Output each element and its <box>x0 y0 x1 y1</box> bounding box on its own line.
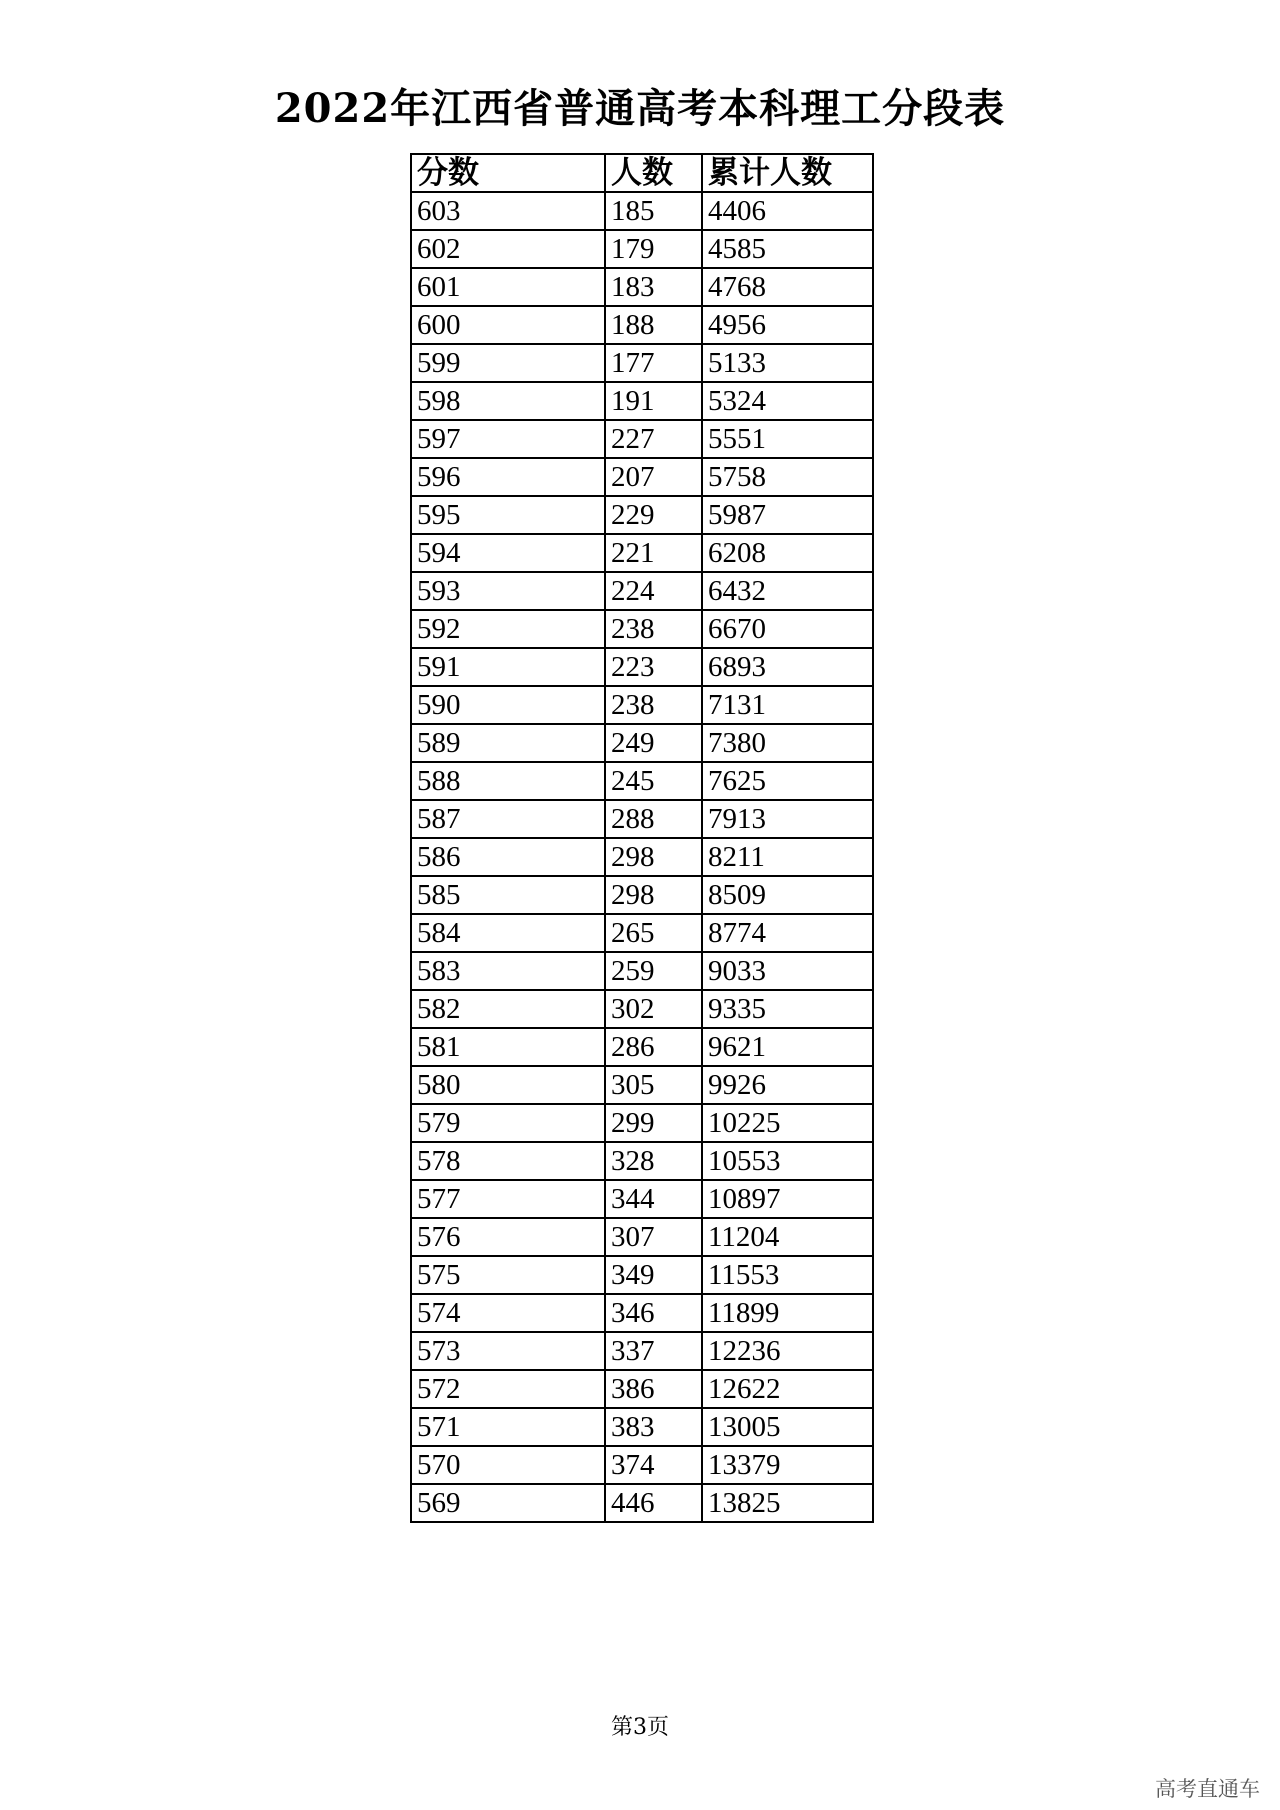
score-cell: 575 <box>411 1256 605 1294</box>
cumulative-cell: 13379 <box>702 1446 873 1484</box>
count-cell: 238 <box>605 686 702 724</box>
cumulative-cell: 7625 <box>702 762 873 800</box>
table-row <box>411 192 873 230</box>
cumulative-cell: 7380 <box>702 724 873 762</box>
table-row <box>411 1484 873 1522</box>
score-cell: 601 <box>411 268 605 306</box>
table-row <box>411 496 873 534</box>
score-cell: 594 <box>411 534 605 572</box>
count-cell: 446 <box>605 1484 702 1522</box>
cumulative-cell: 9621 <box>702 1028 873 1066</box>
cumulative-cell: 6208 <box>702 534 873 572</box>
score-cell: 599 <box>411 344 605 382</box>
count-cell: 346 <box>605 1294 702 1332</box>
cumulative-cell: 13005 <box>702 1408 873 1446</box>
score-cell: 583 <box>411 952 605 990</box>
count-cell: 298 <box>605 876 702 914</box>
table-row <box>411 914 873 952</box>
count-cell: 229 <box>605 496 702 534</box>
count-cell: 328 <box>605 1142 702 1180</box>
table-row <box>411 1294 873 1332</box>
table-row <box>411 1028 873 1066</box>
count-cell: 191 <box>605 382 702 420</box>
score-cell: 587 <box>411 800 605 838</box>
score-cell: 570 <box>411 1446 605 1484</box>
table-row <box>411 610 873 648</box>
page-title: 2022年江西省普通高考本科理工分段表 <box>274 85 1006 132</box>
watermark: 高考直通车 <box>1155 1777 1260 1801</box>
score-cell: 584 <box>411 914 605 952</box>
table-row <box>411 1408 873 1446</box>
score-cell: 596 <box>411 458 605 496</box>
count-cell: 299 <box>605 1104 702 1142</box>
count-cell: 245 <box>605 762 702 800</box>
score-cell: 591 <box>411 648 605 686</box>
table-row <box>411 1142 873 1180</box>
cumulative-cell: 10225 <box>702 1104 873 1142</box>
table-row <box>411 1104 873 1142</box>
score-cell: 571 <box>411 1408 605 1446</box>
table-row <box>411 1180 873 1218</box>
count-cell: 177 <box>605 344 702 382</box>
table-row <box>411 1066 873 1104</box>
table-row <box>411 1446 873 1484</box>
table-header-row <box>411 154 873 192</box>
cumulative-cell: 8509 <box>702 876 873 914</box>
table-body <box>411 192 873 1522</box>
cumulative-cell: 4406 <box>702 192 873 230</box>
score-cell: 595 <box>411 496 605 534</box>
score-cell: 577 <box>411 1180 605 1218</box>
score-cell: 589 <box>411 724 605 762</box>
cumulative-cell: 10553 <box>702 1142 873 1180</box>
table-row <box>411 800 873 838</box>
cumulative-cell: 13825 <box>702 1484 873 1522</box>
count-cell: 265 <box>605 914 702 952</box>
score-cell: 581 <box>411 1028 605 1066</box>
score-distribution-table <box>410 153 874 1523</box>
score-cell: 602 <box>411 230 605 268</box>
score-cell: 598 <box>411 382 605 420</box>
table-row <box>411 344 873 382</box>
cumulative-cell: 5987 <box>702 496 873 534</box>
cumulative-cell: 5133 <box>702 344 873 382</box>
cumulative-cell: 6893 <box>702 648 873 686</box>
count-cell: 286 <box>605 1028 702 1066</box>
table-row <box>411 1332 873 1370</box>
page-number: 第3页 <box>611 1715 669 1740</box>
table-row <box>411 990 873 1028</box>
count-cell: 344 <box>605 1180 702 1218</box>
cumulative-cell: 5758 <box>702 458 873 496</box>
score-cell: 597 <box>411 420 605 458</box>
table-row <box>411 724 873 762</box>
cumulative-cell: 11553 <box>702 1256 873 1294</box>
score-cell: 574 <box>411 1294 605 1332</box>
score-cell: 580 <box>411 1066 605 1104</box>
table-row <box>411 420 873 458</box>
cumulative-cell: 12622 <box>702 1370 873 1408</box>
score-cell: 590 <box>411 686 605 724</box>
cumulative-cell: 7913 <box>702 800 873 838</box>
count-cell: 337 <box>605 1332 702 1370</box>
cumulative-cell: 8211 <box>702 838 873 876</box>
count-cell: 298 <box>605 838 702 876</box>
score-cell: 582 <box>411 990 605 1028</box>
table-row <box>411 458 873 496</box>
count-cell: 249 <box>605 724 702 762</box>
cumulative-cell: 9033 <box>702 952 873 990</box>
table-row <box>411 648 873 686</box>
count-cell: 224 <box>605 572 702 610</box>
cumulative-cell: 7131 <box>702 686 873 724</box>
table-row <box>411 876 873 914</box>
score-cell: 579 <box>411 1104 605 1142</box>
cumulative-cell: 11204 <box>702 1218 873 1256</box>
table-row <box>411 268 873 306</box>
table-row <box>411 1370 873 1408</box>
cumulative-cell: 10897 <box>702 1180 873 1218</box>
score-cell: 600 <box>411 306 605 344</box>
count-cell: 374 <box>605 1446 702 1484</box>
header-score: 分数 <box>411 154 605 192</box>
cumulative-cell: 9926 <box>702 1066 873 1104</box>
table-row <box>411 572 873 610</box>
score-cell: 593 <box>411 572 605 610</box>
cumulative-cell: 6432 <box>702 572 873 610</box>
score-cell: 572 <box>411 1370 605 1408</box>
header-cumulative: 累计人数 <box>702 154 873 192</box>
count-cell: 207 <box>605 458 702 496</box>
score-cell: 585 <box>411 876 605 914</box>
score-cell: 588 <box>411 762 605 800</box>
cumulative-cell: 4768 <box>702 268 873 306</box>
cumulative-cell: 6670 <box>702 610 873 648</box>
table-row <box>411 952 873 990</box>
cumulative-cell: 11899 <box>702 1294 873 1332</box>
score-cell: 573 <box>411 1332 605 1370</box>
table-row <box>411 382 873 420</box>
count-cell: 183 <box>605 268 702 306</box>
cumulative-cell: 9335 <box>702 990 873 1028</box>
count-cell: 238 <box>605 610 702 648</box>
score-cell: 578 <box>411 1142 605 1180</box>
cumulative-cell: 12236 <box>702 1332 873 1370</box>
cumulative-cell: 4956 <box>702 306 873 344</box>
count-cell: 302 <box>605 990 702 1028</box>
count-cell: 305 <box>605 1066 702 1104</box>
table-row <box>411 1256 873 1294</box>
cumulative-cell: 8774 <box>702 914 873 952</box>
table-row <box>411 306 873 344</box>
score-cell: 592 <box>411 610 605 648</box>
cumulative-cell: 5324 <box>702 382 873 420</box>
count-cell: 185 <box>605 192 702 230</box>
count-cell: 383 <box>605 1408 702 1446</box>
cumulative-cell: 4585 <box>702 230 873 268</box>
score-cell: 569 <box>411 1484 605 1522</box>
count-cell: 288 <box>605 800 702 838</box>
count-cell: 349 <box>605 1256 702 1294</box>
table-row <box>411 534 873 572</box>
count-cell: 223 <box>605 648 702 686</box>
count-cell: 221 <box>605 534 702 572</box>
score-cell: 603 <box>411 192 605 230</box>
score-cell: 586 <box>411 838 605 876</box>
count-cell: 386 <box>605 1370 702 1408</box>
table-row <box>411 230 873 268</box>
table-row <box>411 686 873 724</box>
count-cell: 179 <box>605 230 702 268</box>
cumulative-cell: 5551 <box>702 420 873 458</box>
table-row <box>411 1218 873 1256</box>
table-row <box>411 762 873 800</box>
score-cell: 576 <box>411 1218 605 1256</box>
count-cell: 188 <box>605 306 702 344</box>
table-row <box>411 838 873 876</box>
count-cell: 227 <box>605 420 702 458</box>
count-cell: 259 <box>605 952 702 990</box>
count-cell: 307 <box>605 1218 702 1256</box>
header-count: 人数 <box>605 154 702 192</box>
